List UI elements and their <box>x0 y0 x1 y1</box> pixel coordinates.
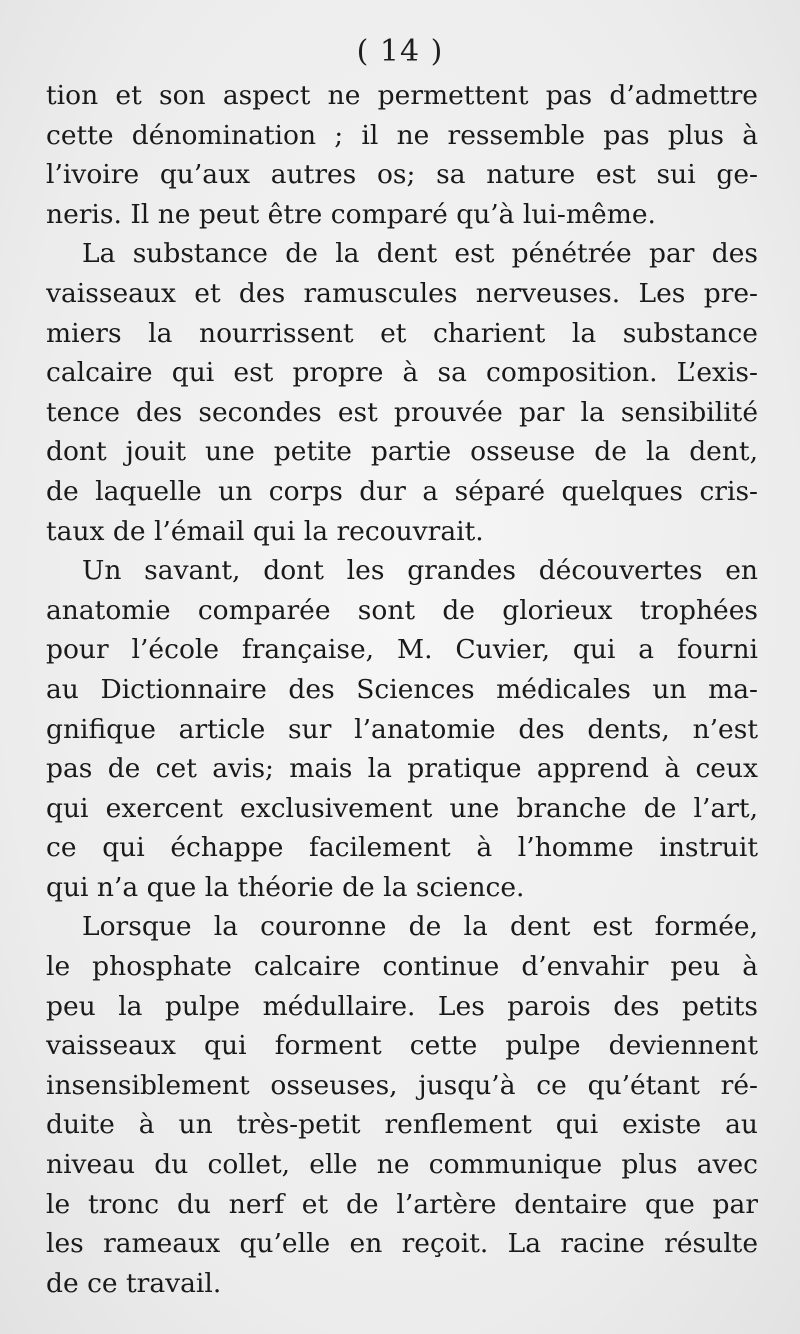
text-line: pas de cet avis; mais la pratique apprend à ceux <box>46 753 758 785</box>
text-line: qui n’a que la théorie de la science. <box>46 871 525 903</box>
body-text <box>46 76 758 1303</box>
text-line: neris. Il ne peut être comparé qu’à lui-même. <box>46 198 656 230</box>
text-line: ce qui échappe facilement à l’homme instruit <box>46 832 758 864</box>
text-line: l’ivoire qu’aux autres os; sa nature est sui ge- <box>46 159 758 191</box>
text-line: le tronc du nerf et de l’artère dentaire que par <box>46 1188 758 1220</box>
text-line: peu la pulpe médullaire. Les parois des petits <box>46 990 758 1022</box>
page-number: ( 14 ) <box>356 34 444 69</box>
text-line: vaisseaux qui forment cette pulpe deviennent <box>46 1030 758 1062</box>
text-line: le phosphate calcaire continue d’envahir peu à <box>46 951 758 983</box>
text-line: tion et son aspect ne permettent pas d’admettre <box>46 80 758 111</box>
text-line: anatomie comparée sont de glorieux trophées <box>46 594 758 626</box>
text-line: niveau du collet, elle ne communique plus avec <box>46 1149 758 1181</box>
text-line: les rameaux qu’elle en reçoit. La racine résulte <box>46 1228 758 1260</box>
text-line: duite à un très-petit renflement qui existe au <box>46 1109 758 1141</box>
text-line: miers la nourrissent et charient la substance <box>46 317 758 349</box>
text-line: vaisseaux et des ramuscules nerveuses. Les pre- <box>46 277 758 309</box>
paragraph-2 <box>46 234 758 551</box>
text-line: tence des secondes est prouvée par la sensibilité <box>46 396 758 428</box>
paragraph-3 <box>46 551 758 907</box>
text-line: de ce travail. <box>46 1267 222 1299</box>
text-line: Lorsque la couronne de la dent est formée, <box>82 911 758 943</box>
text-line: gnifique article sur l’anatomie des dents, n’est <box>46 713 758 745</box>
text-line: cette dénomination ; il ne ressemble pas plus à <box>46 119 758 151</box>
text-line: dont jouit une petite partie osseuse de la dent, <box>46 436 758 468</box>
text-line: calcaire qui est propre à sa composition. L’exis- <box>46 357 758 389</box>
text-line: La substance de la dent est pénétrée par des <box>82 238 758 270</box>
text-line: pour l’école française, M. Cuvier, qui a fourni <box>46 634 758 666</box>
paragraph-1 <box>46 76 758 234</box>
text-line: de laquelle un corps dur a séparé quelques cris- <box>46 475 758 507</box>
paragraph-4 <box>46 907 758 1303</box>
text-line: insensiblement osseuses, jusqu’à ce qu’étant ré- <box>46 1069 758 1101</box>
text-line: taux de l’émail qui la recouvrait. <box>46 515 484 547</box>
text-line: qui exercent exclusivement une branche de l’art, <box>46 792 758 824</box>
text-line: au Dictionnaire des Sciences médicales un ma- <box>46 673 758 705</box>
text-line: Un savant, dont les grandes découvertes en <box>82 555 758 587</box>
